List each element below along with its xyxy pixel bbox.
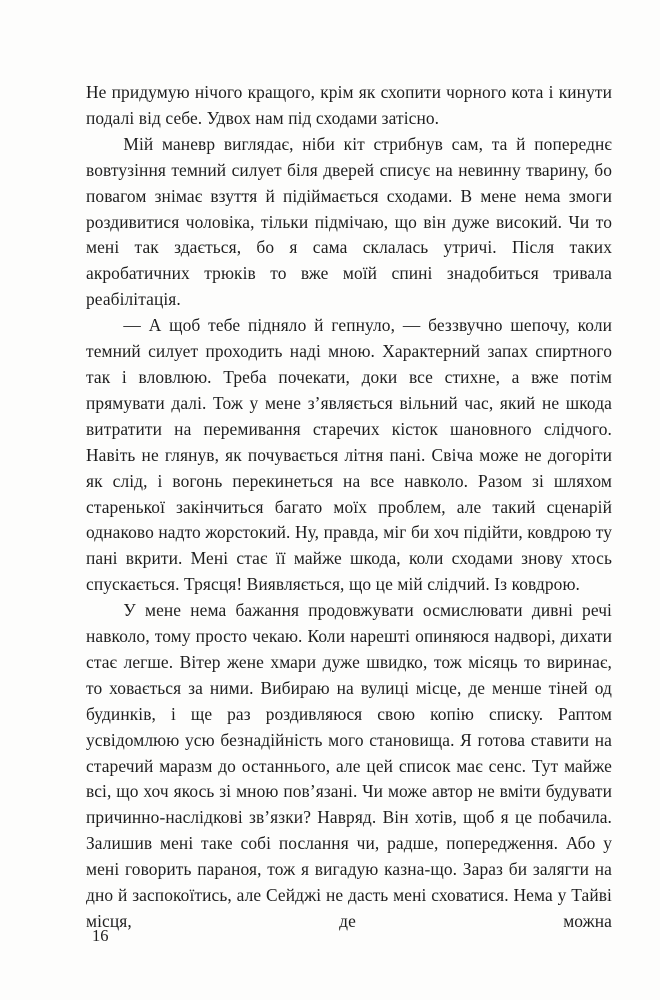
- paragraph: Мій маневр виглядає, ніби кіт стрибнув сам, та й попереднє вовтузіння темний силует біля дверей списує на невинну тварину, бо повагом знімає взуття й підіймається сходами. В мене нема змоги роздивитися чоловіка, тільки підмічаю, що він дуже високий. Чи то мені так здається, бо я сама склалась утричі. Після таких акробатичних трюків то вже моїй спині знадобиться тривала реабілітація.: [86, 133, 612, 310]
- text-block: [86, 80, 612, 935]
- paragraph-continuation: Не придумую нічого кращого, крім як схопити чорного кота і кинути подалі від себе. Удвох нам під сходами затісно.: [86, 82, 612, 128]
- paragraph: — А щоб тебе підняло й гепнуло, — беззвучно шепочу, коли темний силует проходить наді мною. Характерний запах спиртного так і вловлюю. Треба почекати, доки все стихне, а вже потім прямувати далі. Тож у мене з’являється вільний час, який не шкода витратити на перемивання старечих кісток шановного слідчого. Навіть не глянув, як почувається літня пані. Свіча може не догоріти як слід, і вогонь перекинеться на все навколо. Разом зі шляхом старенької закінчиться багато моїх проблем, але такий сценарій однаково надто жорстокий. Ну, правда, міг би хоч підійти, ковдрою ту пані вкрити. Мені стає її майже шкода, коли сходами знову хтось спускається. Трясця! Виявляється, що це мій слідчий. Із ковдрою.: [86, 315, 612, 595]
- page-number: 16: [92, 926, 109, 945]
- paragraph: У мене нема бажання продовжувати осмислювати дивні речі навколо, тому просто чекаю. Коли нарешті опиняюся надворі, дихати стає легше. Вітер жене хмари дуже швидко, тож місяць то виринає, то ховається за ними. Вибираю на вулиці місце, де менше тіней од будинків, і ще раз роздивляюся свою копію списку. Раптом усвідомлюю усю безнадійність мого становища. Я готова ставити на старечий маразм до останнього, але цей список має сенс. Тут майже всі, що хоч якось зі мною пов’язані. Чи може автор не вміти будувати причинно-наслідкові зв’язки? Навряд. Він хотів, щоб я це побачила. Залишив мені таке собі послання чи, радше, попередження. Або у мені говорить параноя, тож я вигадую казна-що. Зараз би залягти на дно й заспокоїтись, але Сейджі не дасть мені сховатися. Нема у Тайві місця, де можна: [86, 600, 612, 931]
